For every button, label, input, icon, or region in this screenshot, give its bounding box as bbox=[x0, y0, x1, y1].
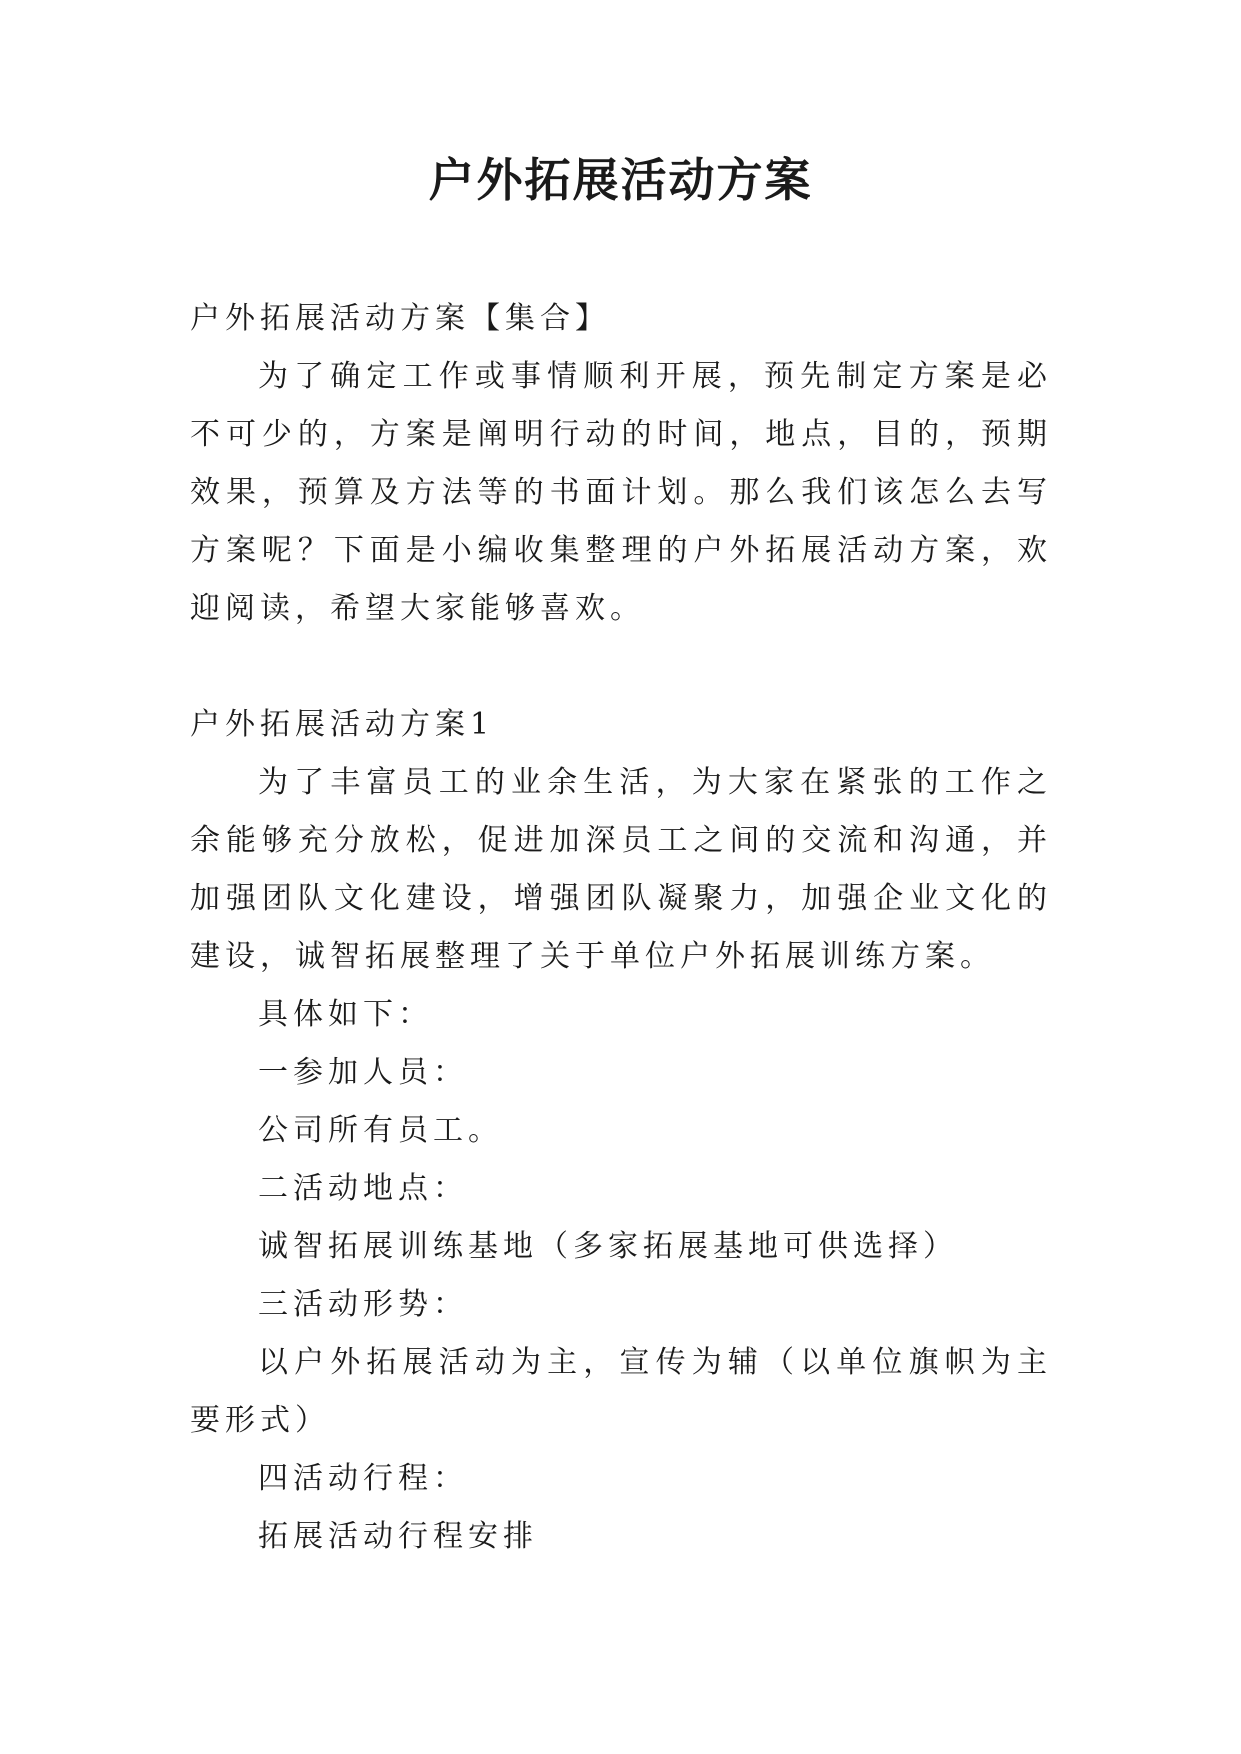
itinerary-value: 拓展活动行程安排 bbox=[258, 1519, 538, 1554]
itinerary-heading: 四活动行程： bbox=[258, 1461, 468, 1496]
collection-heading: 户外拓展活动方案【集合】 bbox=[190, 301, 610, 336]
document-body bbox=[190, 290, 1052, 1566]
format-heading: 三活动形势： bbox=[258, 1287, 468, 1322]
section-1-heading: 户外拓展活动方案1 bbox=[190, 707, 495, 742]
location-value: 诚智拓展训练基地（多家拓展基地可供选择） bbox=[258, 1229, 958, 1264]
format-value: 以户外拓展活动为主，宣传为辅（以单位旗帜为主要形式） bbox=[190, 1345, 1052, 1438]
location-heading: 二活动地点： bbox=[258, 1171, 468, 1206]
participants-value: 公司所有员工。 bbox=[258, 1113, 503, 1148]
section-1-paragraph: 为了丰富员工的业余生活，为大家在紧张的工作之余能够充分放松，促进加深员工之间的交流和沟通，并加强团队文化建设，增强团队凝聚力，加强企业文化的建设，诚智拓展整理了关于单位户外拓展训练方案。 bbox=[190, 765, 1052, 974]
document-title: 户外拓展活动方案 bbox=[428, 153, 813, 207]
details-intro: 具体如下： bbox=[258, 997, 433, 1032]
participants-heading: 一参加人员： bbox=[258, 1055, 468, 1090]
intro-paragraph: 为了确定工作或事情顺利开展，预先制定方案是必不可少的，方案是阐明行动的时间，地点，目的，预期效果，预算及方法等的书面计划。那么我们该怎么去写方案呢？下面是小编收集整理的户外拓展活动方案，欢迎阅读，希望大家能够喜欢。 bbox=[190, 359, 1052, 626]
section-spacer bbox=[190, 638, 1052, 696]
